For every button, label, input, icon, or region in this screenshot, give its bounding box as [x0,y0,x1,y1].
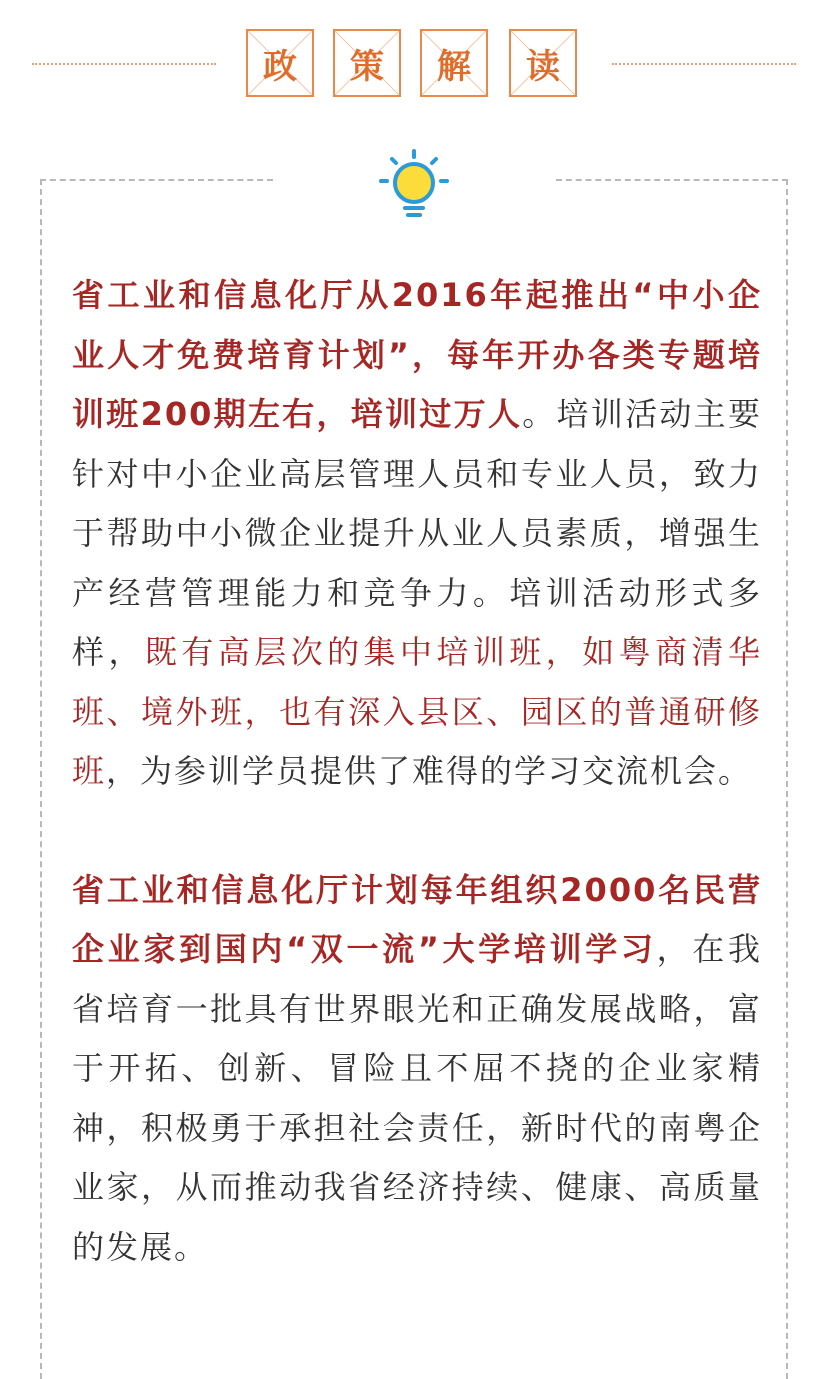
paragraph-1-highlight-bold: 省工业和信息化厅从2016年起推出“中小企业人才免费培育计划”，每年开办各类专题培训班200期左右，培训过万人 [72,276,762,433]
header-char-4: 读 [526,46,560,87]
header-char-2: 策 [350,46,384,87]
paragraph-1-highlight: 既有高层次的集中培训班，如粤商清华班、境外班，也有深入县区、园区的普通研修班 [72,633,762,790]
header-tile-3 [420,29,488,97]
header-divider-right [612,63,796,65]
header-char-1: 政 [263,46,297,87]
article-body [72,266,762,1277]
paragraph-1-text-1: 。培训活动主要针对中小企业高层管理人员和专业人员，致力于帮助中小微企业提升从业人员素质，增强生产经营管理能力和竞争力。培训活动形式多样， [72,395,762,671]
section-header [0,29,828,97]
frame-top-left-border [40,179,273,181]
paragraph-2-text-1: ，在我省培育一批具有世界眼光和正确发展战略，富于开拓、创新、冒险且不屈不挠的企业家精神，积极勇于承担社会责任，新时代的南粤企业家，从而推动我省经济持续、健康、高质量的发展。 [72,930,762,1266]
paragraph-2-highlight-bold: 省工业和信息化厅计划每年组织2000名民营企业家到国内“双一流”大学培训学习 [72,870,762,968]
frame-left-border [40,179,42,1379]
frame-right-border [786,179,788,1379]
header-tile-2 [333,29,401,97]
paragraph-1-text-2: ，为参训学员提供了难得的学习交流机会。 [106,752,753,790]
lightbulb-icon [378,148,450,222]
paragraph-1 [72,266,762,802]
header-tile-4 [509,29,577,97]
paragraph-2 [72,861,762,1278]
header-char-3: 解 [437,46,471,87]
header-tile-1 [246,29,314,97]
frame-top-right-border [556,179,788,181]
header-divider-left [32,63,216,65]
